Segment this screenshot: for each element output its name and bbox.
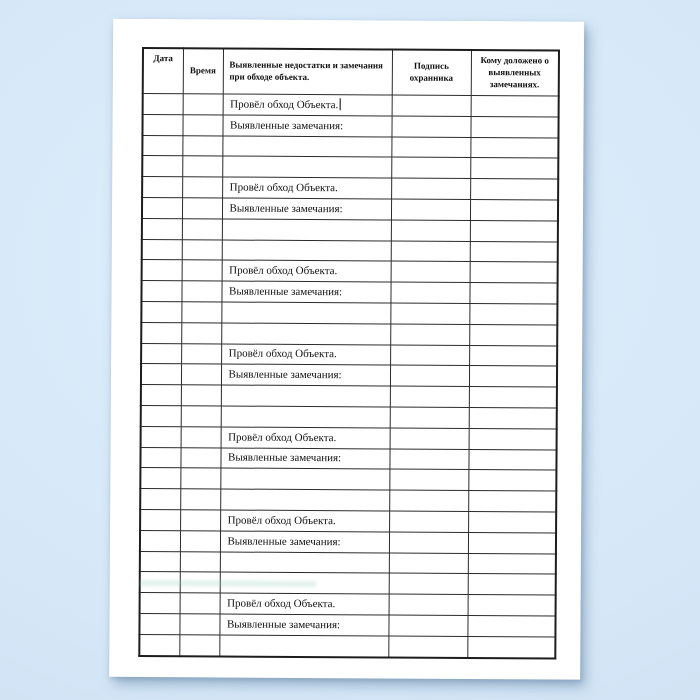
cell-reported[interactable] [468,532,556,553]
empty-row [142,156,558,179]
cell-signature[interactable] [390,282,469,303]
cell-date[interactable] [140,447,180,468]
cell-reported[interactable] [471,96,559,117]
patrol-row [140,593,556,616]
cell-signature[interactable] [389,553,468,574]
patrol-row [143,93,559,116]
cell-date[interactable] [141,364,181,385]
cell-time[interactable] [180,572,220,593]
empty-row [141,322,557,345]
cell-reported[interactable] [469,428,557,449]
cell-time[interactable] [182,156,222,177]
cell-date[interactable] [140,468,180,489]
cell-findings-remarks[interactable] [222,115,391,137]
cell-date[interactable] [140,509,180,530]
cell-time[interactable] [181,406,221,427]
cell-time[interactable] [180,593,220,614]
cell-reported[interactable] [469,303,557,324]
cell-signature[interactable] [389,511,468,532]
cell-time[interactable] [181,343,221,364]
cell-findings-patrol[interactable] [221,427,390,449]
cell-reported[interactable] [470,241,558,262]
cell-time[interactable] [181,364,221,385]
cell-date[interactable] [140,572,180,593]
cell-time[interactable] [182,115,222,136]
empty-row [142,135,558,158]
cell-time[interactable] [181,385,221,406]
cell-findings-patrol[interactable] [220,593,389,615]
cell-reported[interactable] [469,283,557,304]
remarks-row [142,114,558,137]
cell-time[interactable] [179,614,219,635]
cell-signature[interactable] [390,365,469,386]
cell-time[interactable] [182,135,222,156]
empty-row [140,489,556,512]
cell-signature[interactable] [391,157,470,178]
patrol-row [142,177,558,200]
cell-time[interactable] [180,510,220,531]
remarks-label: Выявленные замечания: [229,202,343,216]
cell-date[interactable] [141,301,181,322]
cell-date[interactable] [140,551,180,572]
cell-time[interactable] [182,260,222,281]
cell-signature[interactable] [389,532,468,553]
cell-findings[interactable] [222,240,391,262]
cell-signature[interactable] [389,594,468,615]
cell-signature[interactable] [392,95,471,116]
cell-time[interactable] [182,239,222,260]
patrol-row [140,509,556,532]
cell-reported[interactable] [467,636,555,658]
cell-reported[interactable] [467,615,555,636]
cell-date[interactable] [141,281,181,302]
cell-findings[interactable] [222,136,391,158]
column-header-time[interactable]: Время [183,48,223,94]
cell-reported[interactable] [470,137,558,158]
remarks-label: Выявленные замечания: [228,368,342,382]
cell-reported[interactable] [469,324,557,345]
cell-findings[interactable] [221,302,390,324]
cell-signature[interactable] [388,615,467,636]
cell-reported[interactable] [470,179,558,200]
cell-reported[interactable] [468,449,556,470]
remarks-row [141,364,557,387]
cell-signature[interactable] [391,137,470,158]
cell-findings[interactable] [220,489,389,511]
remarks-label: Выявленные замечания: [227,535,341,548]
cell-date[interactable] [142,114,182,135]
cell-date[interactable] [142,177,182,198]
patrol-label: Провёл обход Объекта. [228,347,337,361]
cell-signature[interactable] [390,428,469,449]
cell-date[interactable] [140,593,180,614]
patrol-log-table [138,47,560,659]
cell-date[interactable] [142,197,182,218]
patrol-row [141,343,557,366]
remarks-row [142,197,558,220]
empty-row [141,405,557,428]
cell-signature[interactable] [390,324,469,345]
cell-signature[interactable] [389,449,468,470]
text-cursor [339,99,341,111]
cell-date[interactable] [143,93,183,114]
cell-reported[interactable] [470,220,558,241]
remarks-label: Выявленные замечания: [227,451,342,465]
cell-reported[interactable] [468,470,556,491]
cell-findings-remarks[interactable] [221,281,390,303]
cell-date[interactable] [142,239,182,260]
cell-findings[interactable] [222,156,391,178]
remarks-label: Выявленные замечания: [228,285,343,299]
empty-row [140,468,556,491]
cell-findings[interactable] [220,552,389,574]
cell-reported[interactable] [468,511,556,532]
empty-row [141,385,557,408]
cell-time[interactable] [182,177,222,198]
empty-row [140,572,556,595]
patrol-label: Провёл обход Объекта. [230,98,339,112]
cell-time[interactable] [181,323,221,344]
patrol-label: Провёл обход Объекта. [228,431,337,444]
cell-reported[interactable] [470,199,558,220]
cell-reported[interactable] [468,595,556,616]
cell-date[interactable] [142,135,182,156]
cell-findings-patrol[interactable] [222,260,391,282]
cell-signature[interactable] [390,407,469,428]
cell-findings[interactable] [220,572,389,594]
cell-time[interactable] [179,634,219,656]
column-header-date[interactable]: Дата [143,48,183,94]
cell-findings-remarks[interactable] [220,448,389,470]
cell-signature[interactable] [391,261,470,282]
cell-signature[interactable] [390,386,469,407]
cell-reported[interactable] [470,158,558,179]
remarks-row [139,613,555,636]
patrol-label: Провёл обход Объекта. [229,181,338,195]
cell-date[interactable] [141,322,181,343]
cell-reported[interactable] [469,345,557,366]
patrol-label: Провёл обход Объекта. [229,264,338,278]
cell-date[interactable] [142,156,182,177]
patrol-log-table-body [139,93,558,658]
cell-findings[interactable] [222,219,391,241]
cell-date[interactable] [141,405,181,426]
cell-findings[interactable] [221,385,390,407]
remarks-row [140,447,556,470]
remarks-row [141,281,557,304]
empty-row [142,218,558,241]
remarks-label: Выявленные замечания: [229,119,344,132]
empty-row [139,634,555,658]
cell-findings[interactable] [220,468,389,490]
empty-row [141,301,557,324]
cell-findings-remarks[interactable] [221,364,390,386]
cell-reported[interactable] [468,491,556,512]
empty-row [142,239,558,262]
cell-findings-patrol[interactable] [221,344,390,366]
cell-date[interactable] [141,426,181,447]
cell-time[interactable] [182,219,222,240]
remarks-row [140,530,556,553]
cell-findings-remarks[interactable] [222,198,391,220]
column-header-reported[interactable]: Кому доложено о выявленных замечаниях. [471,50,559,96]
cell-signature[interactable] [389,490,468,511]
cell-date[interactable] [142,218,182,239]
patrol-label: Провёл обход Объекта. [227,514,336,528]
cell-signature[interactable] [388,636,467,658]
patrol-row [142,260,558,283]
cell-findings-remarks[interactable] [219,614,388,636]
cell-reported[interactable] [469,387,557,408]
cell-time[interactable] [181,281,221,302]
patrol-label: Провёл обход Объекта. [227,597,336,611]
cell-date[interactable] [139,613,179,634]
cell-reported[interactable] [470,116,558,137]
table-header-row [143,48,559,96]
cell-time[interactable] [180,468,220,489]
cell-signature[interactable] [391,178,470,199]
cell-time[interactable] [180,551,220,572]
cell-signature[interactable] [390,303,469,324]
remarks-label: Выявленные замечания: [226,618,341,632]
cell-time[interactable] [183,94,223,115]
cell-date[interactable] [140,530,180,551]
column-header-findings[interactable]: Выявленные недостатки и замечания при обходе объекта. [223,48,392,95]
cell-reported[interactable] [469,407,557,428]
cell-reported[interactable] [469,366,557,387]
cell-signature[interactable] [390,345,469,366]
document-page [109,19,584,680]
cell-reported[interactable] [468,553,556,574]
cell-date[interactable] [140,489,180,510]
cell-date[interactable] [142,260,182,281]
cell-findings-patrol[interactable] [220,510,389,532]
cell-time[interactable] [181,426,221,447]
cell-date[interactable] [141,343,181,364]
column-header-signature[interactable]: Подпись охранника [392,50,471,96]
cell-signature[interactable] [389,469,468,490]
cell-findings-patrol[interactable] [223,94,392,116]
cell-signature[interactable] [391,116,470,137]
cell-reported[interactable] [470,262,558,283]
cell-signature[interactable] [391,220,470,241]
cell-findings[interactable] [221,323,390,345]
cell-time[interactable] [181,302,221,323]
cell-signature[interactable] [391,241,470,262]
empty-row [140,551,556,574]
cell-reported[interactable] [468,574,556,595]
cell-findings-patrol[interactable] [222,177,391,199]
cell-findings-remarks[interactable] [220,531,389,553]
cell-time[interactable] [182,198,222,219]
patrol-row [141,426,557,449]
cell-signature[interactable] [389,573,468,594]
cell-time[interactable] [180,489,220,510]
cell-time[interactable] [180,530,220,551]
cell-findings[interactable] [219,635,388,657]
cell-date[interactable] [139,634,179,656]
cell-date[interactable] [141,385,181,406]
cell-signature[interactable] [391,199,470,220]
cell-findings[interactable] [221,406,390,428]
cell-time[interactable] [180,447,220,468]
